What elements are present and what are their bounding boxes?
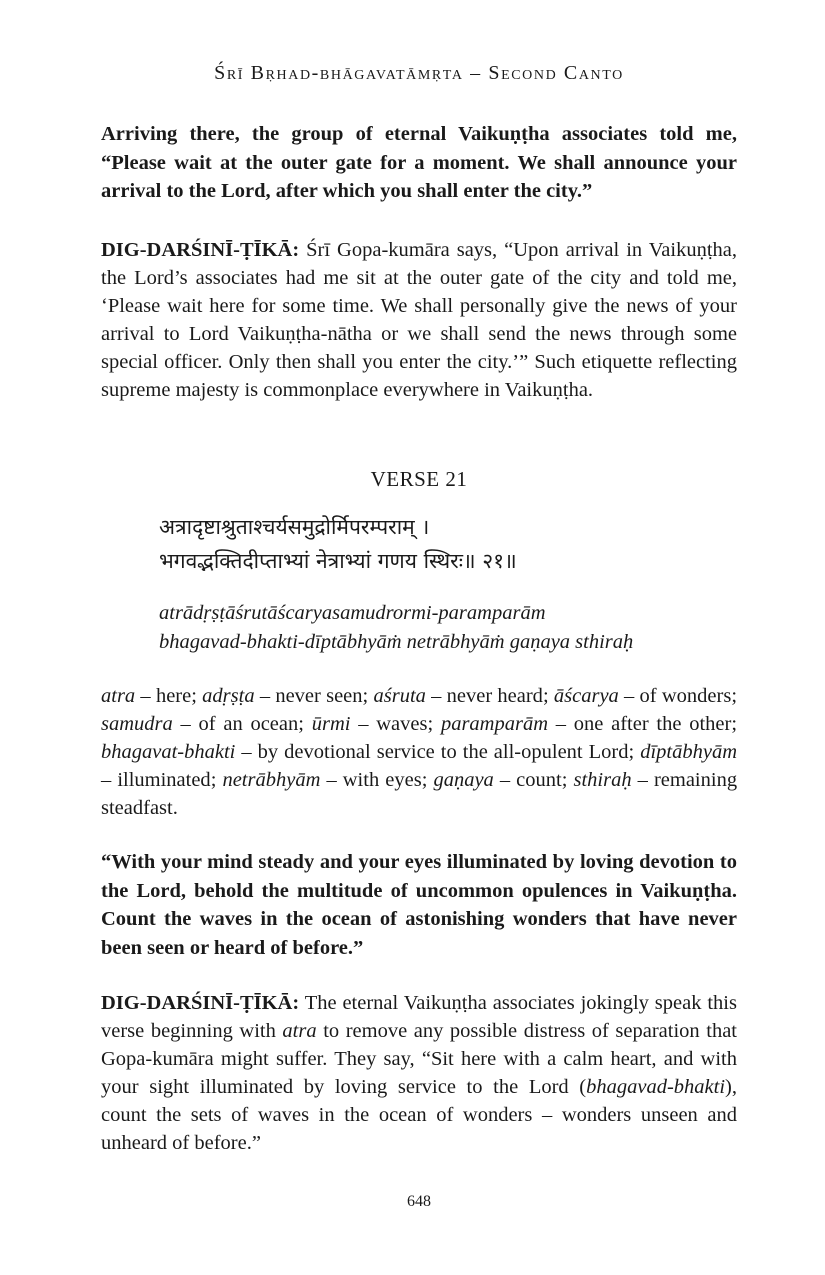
commentary-21 [101, 989, 737, 1157]
synonym-entry: sthiraḥ – remaining steadfast. [101, 769, 738, 819]
synonym-term: dīptābhyām [640, 741, 737, 763]
synonym-entry: ūrmi – waves; [311, 713, 434, 735]
commentary-term: bhagavad-bhakti [586, 1076, 726, 1098]
synonym-entry: gaṇaya – count; [433, 769, 568, 791]
synonym-meaning: of wonders [639, 685, 732, 707]
synonym-entry: adṛṣṭa – never seen; [202, 685, 369, 707]
synonym-entry: aśruta – never heard; [373, 685, 549, 707]
transliteration [159, 599, 719, 657]
synonym-term: gaṇaya [433, 769, 494, 791]
synonym-term: bhagavat-bhakti [101, 741, 236, 763]
synonym-term: ūrmi [311, 713, 351, 735]
commentary-text: to remove any possible distress of separation that Gopa-kumāra might suffer. They say, “Sit here with a calm heart, and with your sight illuminated by loving service to the Lord ( [101, 1020, 737, 1098]
commentary-20 [101, 236, 737, 404]
synonym-entry: atra – here; [101, 685, 197, 707]
synonym-entry: bhagavat-bhakti – by devotional service to the all-opulent Lord; [101, 741, 635, 763]
synonym-entry: samudra – of an ocean; [101, 713, 304, 735]
synonym-term: paramparām [440, 713, 549, 735]
synonym-entry: netrābhyām – with eyes; [222, 769, 428, 791]
page-number: 648 [407, 1193, 431, 1210]
commentary-text: The eternal Vaikuṇṭha associates jokingly speak this verse beginning with [101, 992, 737, 1042]
synonym-meaning: never heard [446, 685, 543, 707]
verse-title: VERSE 21 [370, 467, 468, 491]
synonym-entry: āścarya – of wonders; [553, 685, 738, 707]
commentary-term: atra [282, 1020, 317, 1042]
synonym-term: samudra [101, 713, 173, 735]
synonym-meaning: remaining steadfast. [101, 769, 738, 819]
synonyms-paragraph [101, 682, 737, 822]
commentary-label: DIG-DARŚINĪ-ṬĪKĀ: [101, 992, 300, 1014]
synonym-term: netrābhyām [222, 769, 321, 791]
synonym-meaning: illuminated [117, 769, 211, 791]
synonym-term: adṛṣṭa [202, 685, 255, 707]
verse-translation-20: Arriving there, the group of eternal Vaikuṇṭha associates told me, “Please wait at the outer gate for a moment. We shall announce your arrival to the Lord, after which you shall enter the city.” [101, 123, 737, 202]
transliteration-line: bhagavad-bhakti-dīptābhyāṁ netrābhyāṁ gaṇaya sthiraḥ [159, 631, 634, 653]
commentary-text: Śrī Gopa-kumāra says, “Upon arrival in Vaikuṇṭha, the Lord’s associates had me sit at the outer gate of the city and told me, ‘Please wait here for some time. We shall personally give the news of your arrival to Lord Vaikuṇṭha-nātha or we shall send the news through some special officer. Only then shall you enter the city.’” Such etiquette reflecting supreme majesty is commonplace everywhere in Vaikuṇṭha. [101, 239, 737, 401]
synonym-term: atra [101, 685, 136, 707]
synonym-meaning: count [516, 769, 562, 791]
synonym-entry: paramparām – one after the other; [440, 713, 738, 735]
commentary-label: DIG-DARŚINĪ-ṬĪKĀ: [101, 239, 300, 261]
synonym-meaning: with eyes [342, 769, 422, 791]
devanagari-line: भगवद्भक्तिदीप्ताभ्यां नेत्राभ्यां गणय स्थिरः॥ २१॥ [159, 549, 517, 573]
synonym-meaning: by devotional service to the all-opulent Lord [257, 741, 629, 763]
synonym-term: sthiraḥ [573, 769, 632, 791]
synonym-meaning: waves [376, 713, 428, 735]
transliteration-line: atrādṛṣṭāśrutāścaryasamudrormi-paramparām [159, 602, 546, 624]
verse-translation-21: “With your mind steady and your eyes illuminated by loving devotion to the Lord, behold the multitude of uncommon opulences in Vaikuṇṭha. Count the waves in the ocean of astonishing wonders that have never been seen or heard of before.” [101, 851, 737, 959]
running-header: Śrī Bṛhad-bhāgavatāmṛta – Second Canto [214, 62, 624, 84]
synonym-term: āścarya [553, 685, 619, 707]
synonym-entry: dīptābhyām – illuminated; [101, 741, 737, 791]
synonym-meaning: here [155, 685, 192, 707]
synonym-meaning: never seen [275, 685, 363, 707]
commentary-text: ), count the sets of waves in the ocean of wonders – wonders unseen and unheard of before.” [101, 1076, 737, 1154]
synonym-meaning: one after the other [573, 713, 732, 735]
devanagari-line: अत्रादृष्टाश्रुताश्चर्यसमुद्रोर्मिपरम्पराम् । [159, 515, 430, 539]
devanagari-verse [159, 510, 719, 578]
synonym-term: aśruta [373, 685, 426, 707]
synonym-meaning: of an ocean [198, 713, 299, 735]
